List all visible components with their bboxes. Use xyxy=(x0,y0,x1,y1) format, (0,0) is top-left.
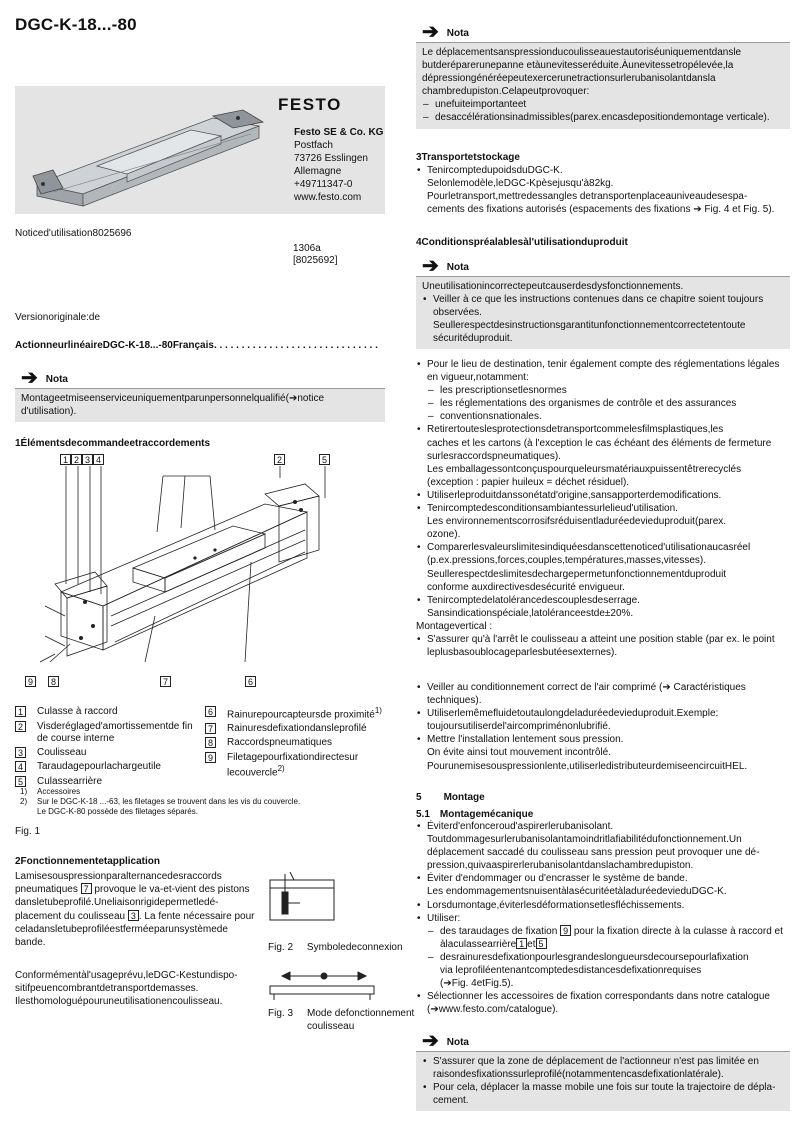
legend-row: 5 Culassearrière xyxy=(15,776,200,791)
note-text: Montageetmiseenserviceuniquementparunpersonnelqualifié(➔notice d'utilisation). xyxy=(15,389,385,422)
note-label: Nota xyxy=(446,1037,469,1048)
callout-4: 4 xyxy=(93,454,104,465)
arrow-right-icon: ➔ xyxy=(422,255,439,277)
note-text: Uneutilisationincorrectepeutcauserdesdysfonctionnements. • Veiller à ce que les instructions contenues dans ce chapitre soient toujours observées. Seullerespectdesinstructionsgarantitunfonctionnementcorrectetentoute sécuritéduproduit. xyxy=(416,277,790,349)
legend-row: 3 Coulisseau xyxy=(15,747,200,762)
festo-logo: FESTO xyxy=(278,95,342,114)
list-item: • Mettre l'installation lentement sous pression. On évite ainsi tout mouvement incontrôlé. Pourunemisesouspressionlente,utiliserledistributeurdemiseencircuitHEL. xyxy=(416,733,790,772)
footnote: Le DGC-K-80 possède des filetages séparés. xyxy=(37,807,198,816)
list-item: • Utiliser: – des taraudages de fixation 9 pour la fixation directe à la culasse à raccord et àlaculassearrière 1 et 5 – desrainuresdefixationpourlesgrandeslongueursdecoursepourlafixation via leprofiléentenantcomptedesdistancesdefixationrequises (➔Fig. 4etFig.5). xyxy=(416,912,790,991)
version-line: Versionoriginale:de xyxy=(15,312,101,323)
section-2-title: 2Fonctionnementetapplication xyxy=(15,856,161,867)
address-line: Allemagne xyxy=(294,166,342,177)
legend-left xyxy=(15,706,200,790)
legend-footnotes xyxy=(20,787,380,817)
ref-box: 9 xyxy=(560,925,571,936)
section-5-1-title: 5.1 Montagemécanique xyxy=(416,809,534,820)
figure-1-caption: Fig. 1 xyxy=(15,826,41,837)
product-photo xyxy=(23,96,268,208)
callouts-bottom-left xyxy=(25,676,59,687)
callout-1: 1 xyxy=(60,454,71,465)
list-item: • Éviter d'endommager ou d'encrasser le système de bande. Les endommagementsnuisentàlasécuritéetàladuréedevieduDGC-K. xyxy=(416,872,790,898)
list-item: • Lorsdumontage,éviterlesdéformationsetlesfléchissements. xyxy=(416,899,790,912)
footnote: 1) Accessoires xyxy=(20,787,81,796)
ref-box: 1 xyxy=(516,938,527,949)
list-item: • Sélectionner les accessoires de fixation correspondants dans notre catalogue (➔www.festo.com/catalogue). xyxy=(416,990,790,1016)
list-item: • Utiliserleproduitdanssonétatd'origine,sansapporterdemodifications. xyxy=(416,489,790,502)
legend-row: 2 Visderéglaged'amortissementde fin de course interne xyxy=(15,721,200,747)
legend-row: 9 Filetagepourfixationdirectesur lecouvercle$^{2)}$ xyxy=(205,752,385,781)
arrow-right-icon: ➔ xyxy=(422,21,439,43)
list-item: • Éviterd'enfonceroud'aspirerlerubanisolant. Toutdommagesurlerubanisolantamoindritlafiabilitédufonctionnement.Un déplacement saccadé du coulisseau sans pression peut provoquer une dé- pression,quivaaspirerlerubanisolantdanslachambredupiston. xyxy=(416,820,790,872)
list-item: • Pour le lieu de destination, tenir également compte des réglementations légales en vigueur,notamment: – les prescriptionsetlesnormes – les réglementations des organismes de contrôle et des assurances – conventionsnationales. xyxy=(416,358,790,423)
doc-code: [8025692] xyxy=(293,255,338,266)
callout-6: 6 xyxy=(245,676,256,687)
ref-box: 5 xyxy=(536,938,547,949)
list-item: • Comparerlesvaleurslimitesindiquéesdanscettenoticed'utilisationaucasréel (p.ex.pressions,forces,couples,températures,masses,vitesses). Seullerespectdeslimitesdechargepermetunfonctionnementduproduit conforme auxdirectivesdesécurité envigueur. xyxy=(416,541,790,593)
notice-number: Noticed'utilisation8025696 xyxy=(15,228,132,239)
section-3-title: 3Transportetstockage xyxy=(416,152,520,163)
section-1-title: 1Élémentsdecommandeetraccordements xyxy=(15,438,211,449)
note-box-4 xyxy=(416,249,790,349)
section-5-title: 5 Montage xyxy=(416,792,485,803)
list-item: – conventionsnationales. xyxy=(427,410,790,423)
note-label: Nota xyxy=(446,262,469,273)
address-line: Postfach xyxy=(294,140,333,151)
section-5-list xyxy=(416,820,790,1016)
section-4-list xyxy=(416,358,790,659)
legend-row: 6 Rainurepourcapteursde proximité$^{1)}$ xyxy=(205,706,385,723)
section-4-list-2 xyxy=(416,681,790,773)
callout-2: 2 xyxy=(71,454,82,465)
vertical-mounting-title: Montagevertical : xyxy=(416,620,493,632)
list-item: • Veiller au conditionnement correct de l'air comprimé (➔ Caractéristiques techniques). xyxy=(416,681,790,707)
address-line: 73726 Esslingen xyxy=(294,153,368,164)
note-box-3 xyxy=(416,1024,790,1111)
callout-5: 5 xyxy=(319,454,330,465)
figure-2-caption: Fig. 2 Symboledeconnexion xyxy=(268,942,403,953)
callout-9: 9 xyxy=(25,676,36,687)
list-item: • Tenircomptedesconditionsambiantessurlelieud'utilisation. Les environnementscorrosifsréduisentladuréedevieduproduit(parex. ozone). xyxy=(416,502,790,541)
legend-row: 7 Rainuresdefixationdansleprofilé xyxy=(205,723,385,738)
note-text: Le déplacementsanspressionducoulisseauestautoriséuniquementdansle butderéparerunepanne etàunevitesseréduite.Àunevitessetropélevée,la dépressiongénéréepeutexercerunetractionsurlerubanisolantdansla chambredupiston.Celapeutprovoquer: – unefuiteimportanteet – desaccélérationsinadmissibles(parex.encasdepositiondemontage verticale). xyxy=(416,43,790,129)
list-item: – desaccélérationsinadmissibles(parex.encasdepositiondemontage verticale). xyxy=(422,111,784,124)
legend-row: 4 Taraudagepourlachargeutile xyxy=(15,761,200,776)
callout-8: 8 xyxy=(48,676,59,687)
arrow-right-icon: ➔ xyxy=(422,1030,439,1052)
list-item: • Retirertouteslesprotectionsdetransportcommelesfilmsplastiques,les caches et les cartons (à l'exception le cas échéant des éléments de fermeture surlesraccordspneumatiques). Les emballagessontconçuspourqueleursmatériauxpuissentêtrerecyclés (exception : papier huileux = déchet résiduel). xyxy=(416,423,790,488)
callouts-top xyxy=(60,454,104,465)
callout-2: 2 xyxy=(274,454,285,465)
legend-row: 1 Culasse à raccord xyxy=(15,706,200,721)
list-item: • TenircomptedupoidsduDGC-K. Selonlemodèle,leDGC-Kpèsejusqu'à82kg. Pourletransport,mettredessangles detransportenplaceauniveaudesespa- cements des fixations autorisés (espacements des fixations ➔ Fig. 4 et Fig. 5). xyxy=(416,164,790,216)
callout-3: 3 xyxy=(82,454,93,465)
note-box-1 xyxy=(15,361,385,422)
revision: 1306a xyxy=(293,243,321,254)
list-item: – les prescriptionsetlesnormes xyxy=(427,384,790,397)
note-label: Nota xyxy=(446,28,469,39)
company-name: Festo SE & Co. KG xyxy=(294,127,384,138)
arrow-right-icon: ➔ xyxy=(21,367,38,389)
actuator-drawing xyxy=(15,466,385,678)
slide-mode-symbol xyxy=(268,970,378,1002)
section-2-para-2: Conformémentàl'usageprévu,leDGC-Kestundispo- sitifpeuencombrantdetransportdemasses. Ilesthomologuépouruneutilisationencoulisseau. xyxy=(15,970,238,1008)
legend-right xyxy=(205,706,385,781)
address-line: +49711347-0 xyxy=(294,179,353,190)
toc-line: ActionneurlinéaireDGC-K-18...-80Français. . . . . . . . . . . . . . . . . . . . . . . . . . . . . . xyxy=(15,340,378,351)
list-item: • Utiliserlemêmefluidetoutaulongdeladuréedevieduproduit.Exemple: toujoursutiliserdel'aircompriménonlubrifié. xyxy=(416,707,790,733)
section-4-title: 4Conditionspréalablesàl'utilisationduproduit xyxy=(416,237,628,248)
list-item: • Veiller à ce que les instructions contenues dans ce chapitre soient toujours observées. Seullerespectdesinstructionsgarantitunfonctionnementcorrectetentoute sécuritéduproduit. xyxy=(422,293,784,345)
company-website: www.festo.com xyxy=(294,192,362,203)
note-label: Nota xyxy=(45,374,68,385)
ref-box: 3 xyxy=(128,910,139,921)
note-text xyxy=(416,1052,790,1111)
list-item: – des taraudages de fixation 9 pour la fixation directe à la culasse à raccord et àlaculassearrière 1 et 5 xyxy=(427,925,790,951)
ref-box: 7 xyxy=(81,883,92,894)
list-item: • Tenircomptedelatolérancedescouplesdeserrage. Sansindicationspéciale,latoléranceestde±20%. xyxy=(416,594,790,620)
list-item: – unefuiteimportanteet xyxy=(422,98,784,111)
section-3 xyxy=(416,151,790,216)
figure-3-caption: Fig. 3 Mode defonctionnement coulisseau xyxy=(268,1008,415,1033)
list-item: • S'assurer qu'à l'arrêt le coulisseau a atteint une position stable (par ex. le point leplusbasoublocageparlesbutéesexternes). xyxy=(416,633,790,659)
product-header-box xyxy=(15,86,385,214)
section-2-para-1: Lamisesouspressionparalternancedesraccords pneumatiques 7 provoque le va-et-vient des pistons dansletubeprofilé.Uneliaisonrigidepermetledé- placement du coulisseau 3 . La fente nécessaire pour celadansletubeprofiléestferméeparunsystèmede bande. xyxy=(15,871,255,949)
footnote: 2) Sur le DGC-K-18 ...-63, les filetages se trouvent dans les vis du couvercle. xyxy=(20,797,301,806)
legend-row: 8 Raccordspneumatiques xyxy=(205,737,385,752)
figure-1 xyxy=(15,452,385,690)
list-item: – les réglementations des organismes de contrôle et des assurances xyxy=(427,397,790,410)
list-item: • S'assurer que la zone de déplacement de l'actionneur n'est pas limitée en raisondesfixationssurleprofilé(notammentencasdefixationlatérale). xyxy=(422,1055,784,1081)
page-title: DGC-K-18...-80 xyxy=(15,15,137,34)
callout-7: 7 xyxy=(160,676,171,687)
company-address-block xyxy=(294,126,383,204)
note-box-2 xyxy=(416,15,790,129)
connection-symbol xyxy=(268,872,338,930)
list-item: • Pour cela, déplacer la masse mobile une fois sur toute la trajectoire de dépla- cement. xyxy=(422,1081,784,1107)
list-item: – desrainuresdefixationpourlesgrandeslongueursdecoursepourlafixation via leprofiléentenantcomptedesdistancesdefixationrequises (➔Fig. 4etFig.5). xyxy=(427,951,790,990)
